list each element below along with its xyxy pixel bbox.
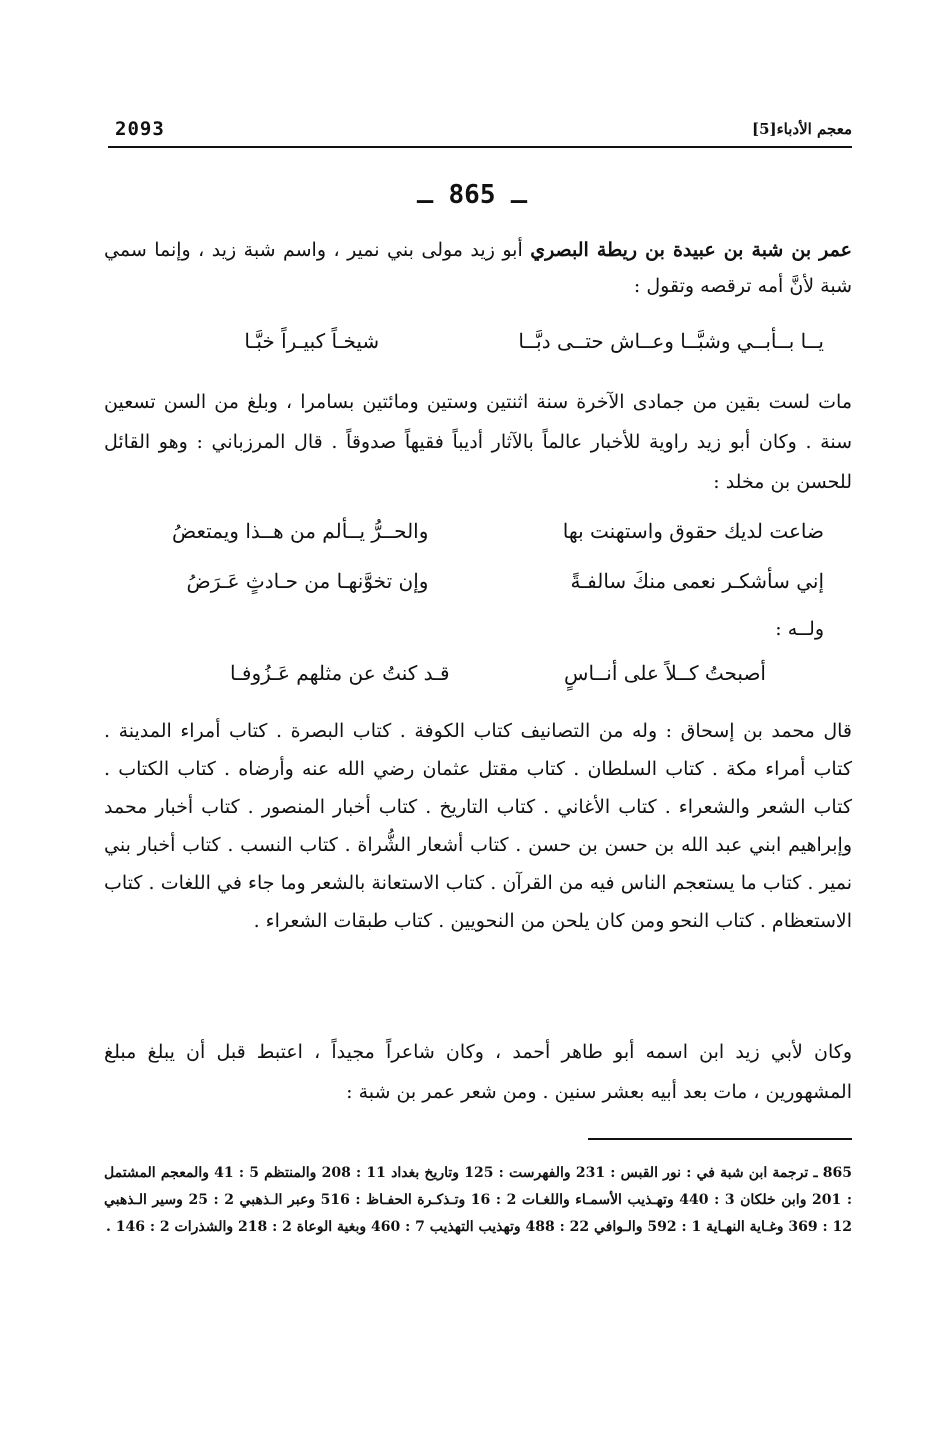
header-rule	[108, 146, 852, 148]
verse-line-4	[180, 656, 766, 690]
running-title: معجم الأدباء[5]	[751, 120, 852, 138]
footnote-rule	[588, 1138, 852, 1140]
death-paragraph: مات لست بقين من جمادى الآخرة سنة اثنتين وستين ومائتين بسامرا ، وبلغ من السن تسعين سنة . وكان أبو زيد راوية للأخبار عالماً بالآثار أديباً فقيهاً صدوقاً . قال المرزباني : وهو القائل للحسن بن مخلد :	[104, 391, 852, 493]
verse-4-second-hemistich: قـد كنتُ عن مثلهم عَـزُوفـا	[229, 661, 450, 685]
entry-intro-paragraph	[104, 232, 852, 304]
entry-name-bold: عمر بن شبة بن عبيدة بن ريطة البصري	[530, 239, 852, 261]
verse-2-second-hemistich: والحــرُّ يــألم من هــذا ويمتعضُ	[171, 519, 429, 543]
verse-1-first-hemistich: يــا بــأبــي وشبَّــا وعــاش حتــى دبَّــا	[518, 329, 824, 353]
verse-line-2	[130, 514, 824, 548]
verse-line-3	[130, 564, 824, 598]
verse-line-1	[150, 324, 824, 358]
verse-intro-label: ولــه :	[775, 618, 824, 640]
verse-2-first-hemistich: ضاعت لديك حقوق واستهنت بها	[562, 519, 824, 543]
son-paragraph: وكان لأبي زيد ابن اسمه أبو طاهر أحمد ، وكان شاعراً مجيداً ، اعتبط قبل أن يبلغ مبلغ المشهورين ، مات بعد أبيه بعشر سنين . ومن شعر عمر بن شبة :	[104, 1041, 852, 1103]
verse-4-first-hemistich: أصبحتُ كــلاً على أنــاسٍ	[564, 661, 766, 685]
verse-3-first-hemistich: إني سأشكـر نعمى منكَ سالفـةً	[570, 569, 824, 593]
entry-number: ـ 865 ـ	[417, 180, 527, 210]
page-number: 2093	[115, 118, 165, 140]
verse-1-second-hemistich: شيخـاً كبيـراً خبَّـا	[244, 329, 380, 353]
verse-3-second-hemistich: وإن تخوَّنهـا من حـادثٍ عَـرَضُ	[186, 569, 429, 593]
footnote: 865 ـ ترجمة ابن شبة في : نور القبس : 231 والفهرست : 125 وتاريخ بغداد 11 : 208 والمنتظم 5 : 41 والمعجم المشتمل : 201 وابن خلكان 3 : 440 وتهـذيب الأسمـاء واللغـات 2 : 16 وتـذكـرة الحفـاظ : 516 وعبر الـذهبي 2 : 25 وسير الـذهبي 12 : 369 وغـاية النهـاية 1 : 592 والـوافي 22 : 488 وتهذيب التهذيب 7 : 460 وبغية الوعاة 2 : 218 والشذرات 2 : 146 .	[104, 1165, 853, 1235]
works-paragraph: قال محمد بن إسحاق : وله من التصانيف كتاب الكوفة . كتاب البصرة . كتاب أمراء المدينة . كتاب أمراء مكة . كتاب السلطان . كتاب مقتل عثمان رضي الله عنه وأرضاه . كتاب الكتاب . كتاب الشعر والشعراء . كتاب الأغاني . كتاب التاريخ . كتاب أخبار المنصور . كتاب أخبار محمد وإبراهيم ابني عبد الله بن حسن بن حسن . كتاب أشعار الشُّراة . كتاب النسب . كتاب أخبار بني نمير . كتاب ما يستعجم الناس فيه من القرآن . كتاب الاستعانة بالشعر وما جاء في اللغات . كتاب الاستعظام . كتاب النحو ومن كان يلحن من النحويين . كتاب طبقات الشعراء .	[104, 720, 852, 932]
entry-intro-text: أبو زيد مولى بني نمير ، واسم شبة زيد ، وإنما سمي شبة لأنَّ أمه ترقصه وتقول :	[104, 239, 852, 297]
